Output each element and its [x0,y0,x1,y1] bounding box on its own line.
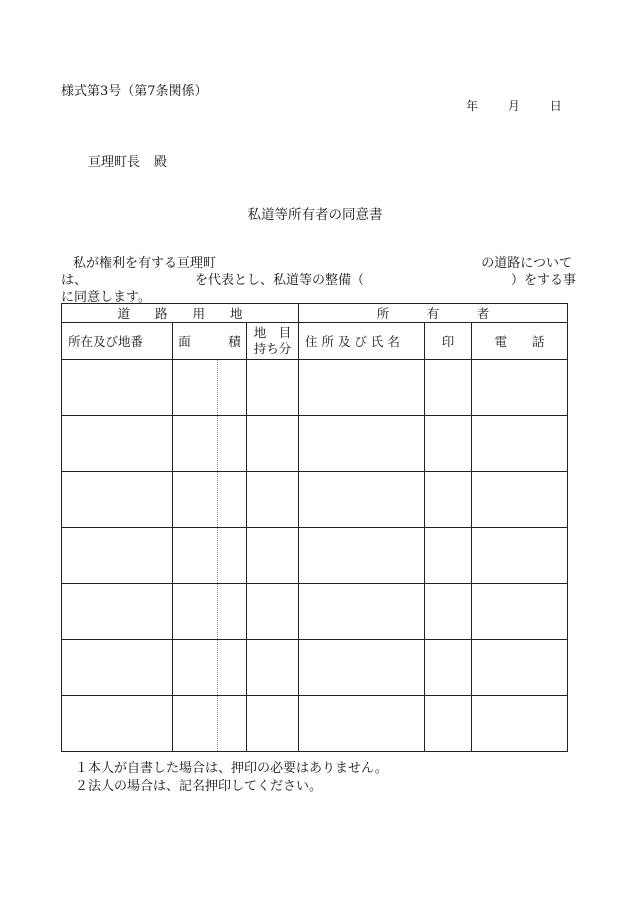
table-row [62,416,568,472]
area-subcell[interactable] [218,640,247,696]
address-name-cell[interactable] [299,528,425,584]
area-subcell[interactable] [218,528,247,584]
share-cell[interactable] [247,640,299,696]
phone-column-header: 電 話 [472,323,568,360]
document-title: 私道等所有者の同意書 [247,207,383,223]
seal-cell[interactable] [425,584,472,640]
phone-cell[interactable] [472,360,568,416]
addressee [88,151,167,170]
share-header-line-2: 持ち分 [253,341,292,356]
area-subcell[interactable] [218,360,247,416]
table-row [62,696,568,752]
seal-cell[interactable] [425,640,472,696]
area-cell[interactable] [173,416,218,472]
address-name-cell[interactable] [299,360,425,416]
location-cell[interactable] [62,472,173,528]
consent-table [61,303,568,752]
table-row [62,360,568,416]
seal-cell[interactable] [425,360,472,416]
body-line-2-part-c: ）をする事 [510,273,576,288]
phone-cell[interactable] [472,416,568,472]
addressee-honorific: 殿 [154,155,168,170]
table-row [62,584,568,640]
seal-cell[interactable] [425,696,472,752]
area-cell[interactable] [173,584,218,640]
share-column-header [247,323,299,360]
area-subcell[interactable] [218,416,247,472]
location-cell[interactable] [62,640,173,696]
location-cell[interactable] [62,528,173,584]
area-cell[interactable] [173,360,218,416]
share-cell[interactable] [247,416,299,472]
address-name-cell[interactable] [299,416,425,472]
column-header-row [62,323,568,360]
share-cell[interactable] [247,472,299,528]
body-line-1-end: の道路について [481,256,572,271]
address-name-cell[interactable] [299,584,425,640]
road-land-group-header: 道 路 用 地 [62,304,299,323]
form-number: 様式第3号（第7条関係） [61,84,208,99]
table-row [62,640,568,696]
share-cell[interactable] [247,696,299,752]
area-column-header: 面 積 [173,323,247,360]
share-cell[interactable] [247,360,299,416]
date-day-label: 日 [549,99,562,113]
addressee-name: 亘理町長 [88,155,141,170]
phone-cell[interactable] [472,640,568,696]
address-name-column-header: 住 所 及 び 氏 名 [299,323,425,360]
seal-column-header: 印 [425,323,472,360]
share-cell[interactable] [247,528,299,584]
address-name-cell[interactable] [299,640,425,696]
date-year-label: 年 [466,99,479,113]
phone-cell[interactable] [472,472,568,528]
note-1: １本人が自書した場合は、押印の必要はありません。 [75,761,388,776]
seal-cell[interactable] [425,416,472,472]
area-cell[interactable] [173,472,218,528]
owner-group-header: 所 有 者 [299,304,568,323]
group-header-row [62,304,568,323]
area-subcell[interactable] [218,696,247,752]
area-cell[interactable] [173,528,218,584]
seal-cell[interactable] [425,472,472,528]
location-cell[interactable] [62,416,173,472]
area-subcell[interactable] [218,472,247,528]
phone-cell[interactable] [472,696,568,752]
body-line-3: に同意します。 [61,290,151,305]
area-subcell[interactable] [218,584,247,640]
body-line-1-start: 私が権利を有する亘理町 [73,256,217,271]
address-name-cell[interactable] [299,696,425,752]
note-2: ２法人の場合は、記名押印してください。 [75,779,323,794]
date-line [466,97,562,114]
phone-cell[interactable] [472,528,568,584]
body-line-2-part-b: を代表とし、私道等の整備（ [195,273,365,288]
area-cell[interactable] [173,640,218,696]
phone-cell[interactable] [472,584,568,640]
date-month-label: 月 [507,99,520,113]
location-cell[interactable] [62,584,173,640]
share-cell[interactable] [247,584,299,640]
table-row [62,528,568,584]
share-header-line-1: 地 目 [253,325,292,340]
table-row [62,472,568,528]
location-cell[interactable] [62,696,173,752]
location-cell[interactable] [62,360,173,416]
body-line-2-part-a: は、 [61,273,88,288]
area-cell[interactable] [173,696,218,752]
address-name-cell[interactable] [299,472,425,528]
location-column-header: 所在及び地番 [62,323,173,360]
seal-cell[interactable] [425,528,472,584]
